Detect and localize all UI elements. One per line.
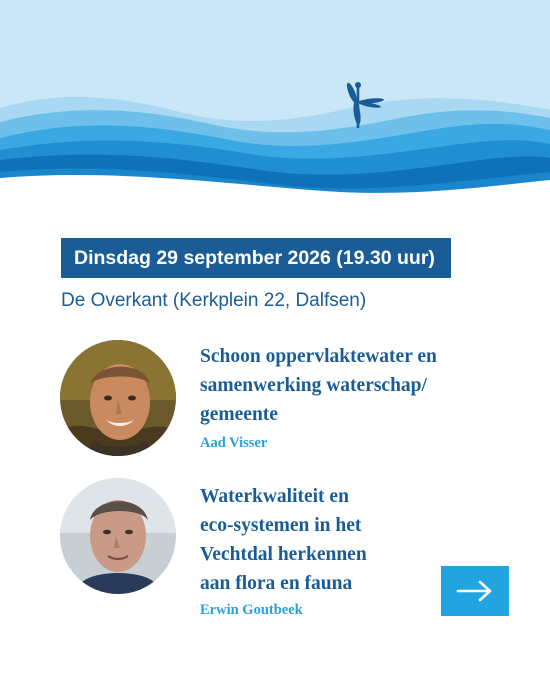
talk-title (200, 342, 500, 429)
talk-title-line: Vechtdal herkennen (200, 544, 367, 565)
event-venue: De Overkant (Kerkplein 22, Dalfsen) (61, 290, 367, 311)
talk-title-line: samenwerking waterschap/ (200, 375, 427, 396)
speaker-photo (60, 340, 176, 456)
talk-title-line: eco-systemen in het (200, 515, 362, 536)
speaker-name: Erwin Goutbeek (200, 602, 303, 618)
event-date-banner: Dinsdag 29 september 2026 (19.30 uur) (61, 238, 451, 278)
arrow-right-icon (456, 579, 494, 603)
talk-title-line: Schoon oppervlaktewater en (200, 346, 437, 367)
speaker-photo (60, 478, 176, 594)
talk-item (0, 340, 550, 460)
wave-header (0, 0, 550, 200)
talk-title-line: aan flora en fauna (200, 573, 353, 594)
next-button[interactable] (441, 566, 509, 616)
speaker-name: Aad Visser (200, 435, 268, 451)
talk-title-line: Waterkwaliteit en (200, 486, 349, 507)
talk-title (200, 482, 430, 598)
talk-title-line: gemeente (200, 404, 278, 425)
